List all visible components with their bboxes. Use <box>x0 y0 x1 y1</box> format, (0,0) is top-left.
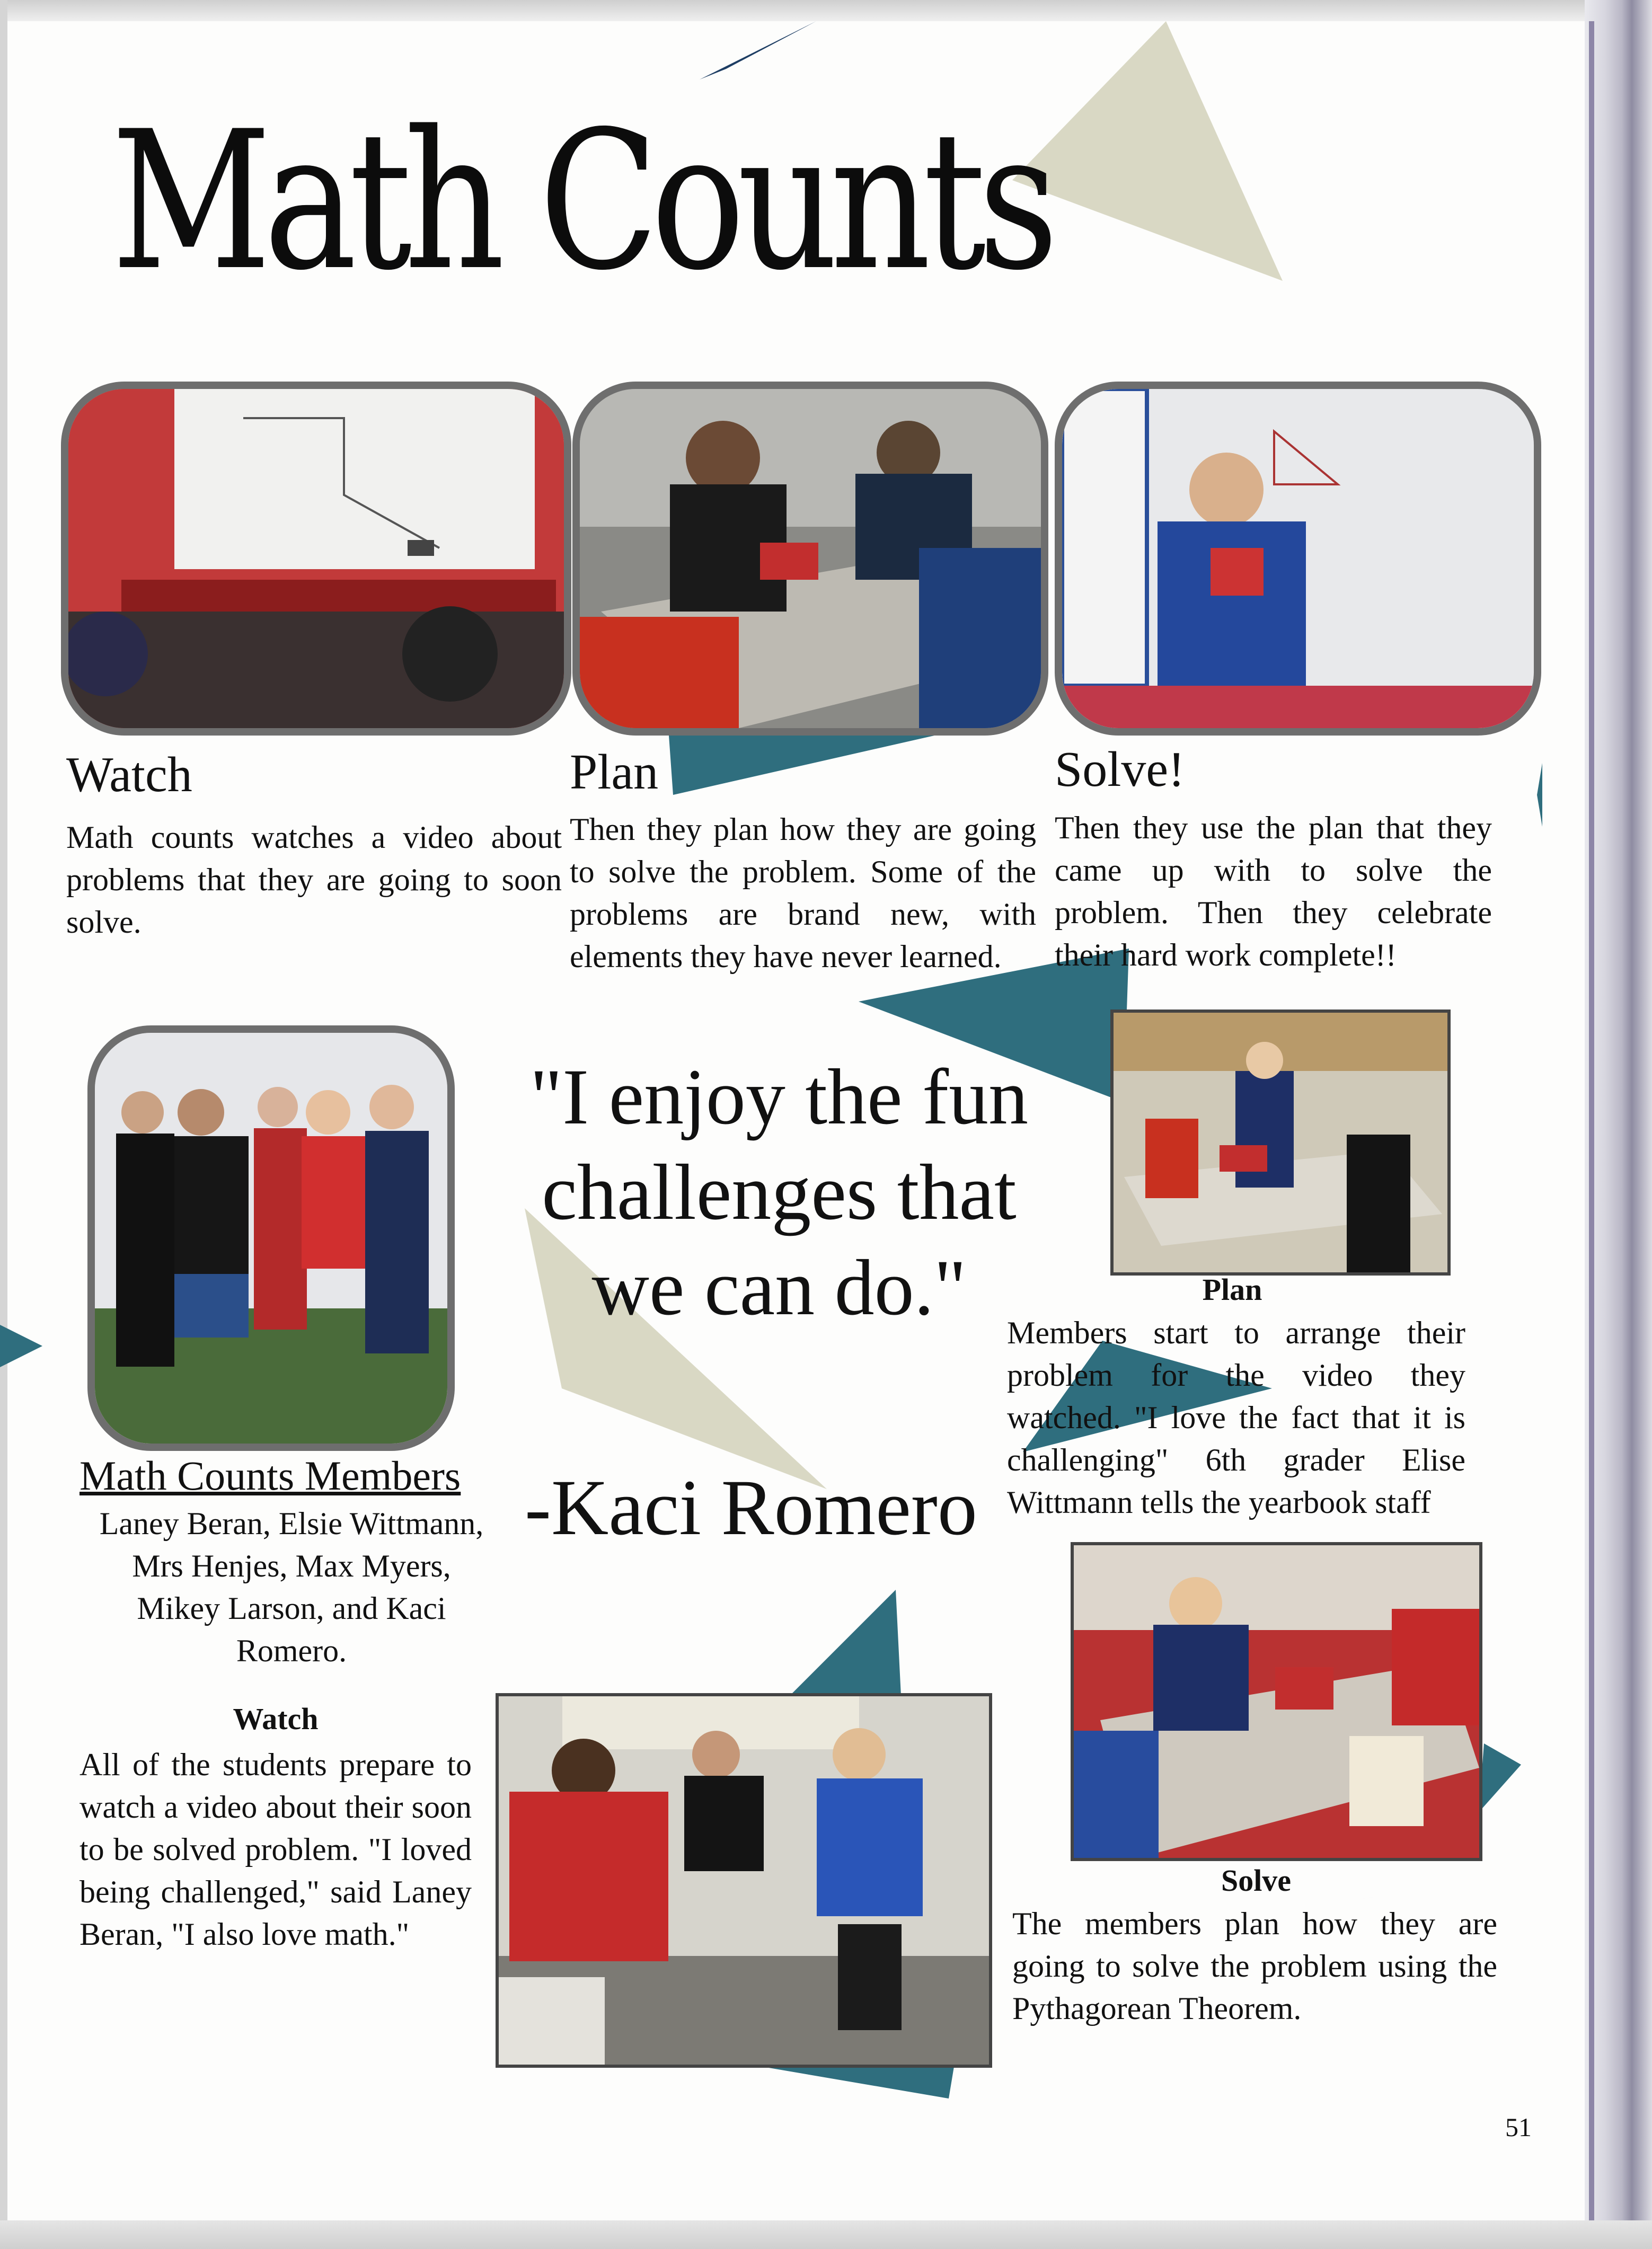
plan-text: Then they plan how they are going to solve the problem. Some of the problems are brand new, with elements they have never learned. <box>570 812 1036 974</box>
plan-heading: Plan <box>570 745 659 800</box>
watch-caption-text: All of the students prepare to watch a video about their soon to be solved problem. "I loved being challenged," said Laney Beran, "I also love math." <box>79 1747 472 1952</box>
photo-members <box>87 1025 455 1451</box>
watch-caption-heading: Watch <box>233 1702 319 1736</box>
members-title: Math Counts Members <box>79 1453 461 1499</box>
triangle-navy-top <box>700 21 816 79</box>
watch-heading: Watch <box>66 747 192 802</box>
photo-solve-right <box>1071 1542 1482 1861</box>
quote-author: -Kaci Romero <box>525 1464 977 1552</box>
members-names: Laney Beran, Elsie Wittmann, Mrs Henjes, Max Myers, Mikey Larson, and Kaci Romero. <box>99 1506 484 1668</box>
solve-heading: Solve! <box>1055 742 1185 797</box>
solve-text: Then they use the plan that they came up with to solve the problem. Then they celebrate their hard work complete!! <box>1055 810 1492 972</box>
triangle-teal-left <box>0 1325 42 1367</box>
watch-text: Math counts watches a video about problems that they are going to soon solve. <box>66 820 562 940</box>
pull-quote: "I enjoy the fun challenges that we can do." <box>529 1053 1029 1332</box>
triangle-teal-solve <box>1479 1743 1521 1812</box>
photo-watch-bottom <box>496 1693 992 2068</box>
plan-caption-text: Members start to arrange their problem for the video they watched. "I love the fact that it is challenging" 6th grader Elise Wittmann tells the yearbook staff <box>1007 1315 1465 1520</box>
photo-plan-right <box>1110 1010 1451 1276</box>
photo-watch-top <box>61 382 571 736</box>
plan-caption-heading: Plan <box>1202 1272 1262 1307</box>
triangle-teal-bottom <box>790 1590 901 1696</box>
solve-caption-text: The members plan how they are going to solve the problem using the Pythagorean Theorem. <box>1012 1906 1497 2026</box>
solve-caption-heading: Solve <box>1221 1863 1292 1898</box>
triangle-beige-top <box>1012 21 1283 281</box>
page-title: Math Counts <box>111 90 1051 312</box>
triangle-navy-bottom <box>1336 1865 1595 1902</box>
photo-solve-top <box>1055 382 1541 736</box>
triangle-teal-edge <box>1537 763 1542 827</box>
photo-plan-top <box>572 382 1048 736</box>
page-number: 51 <box>1505 2112 1532 2142</box>
